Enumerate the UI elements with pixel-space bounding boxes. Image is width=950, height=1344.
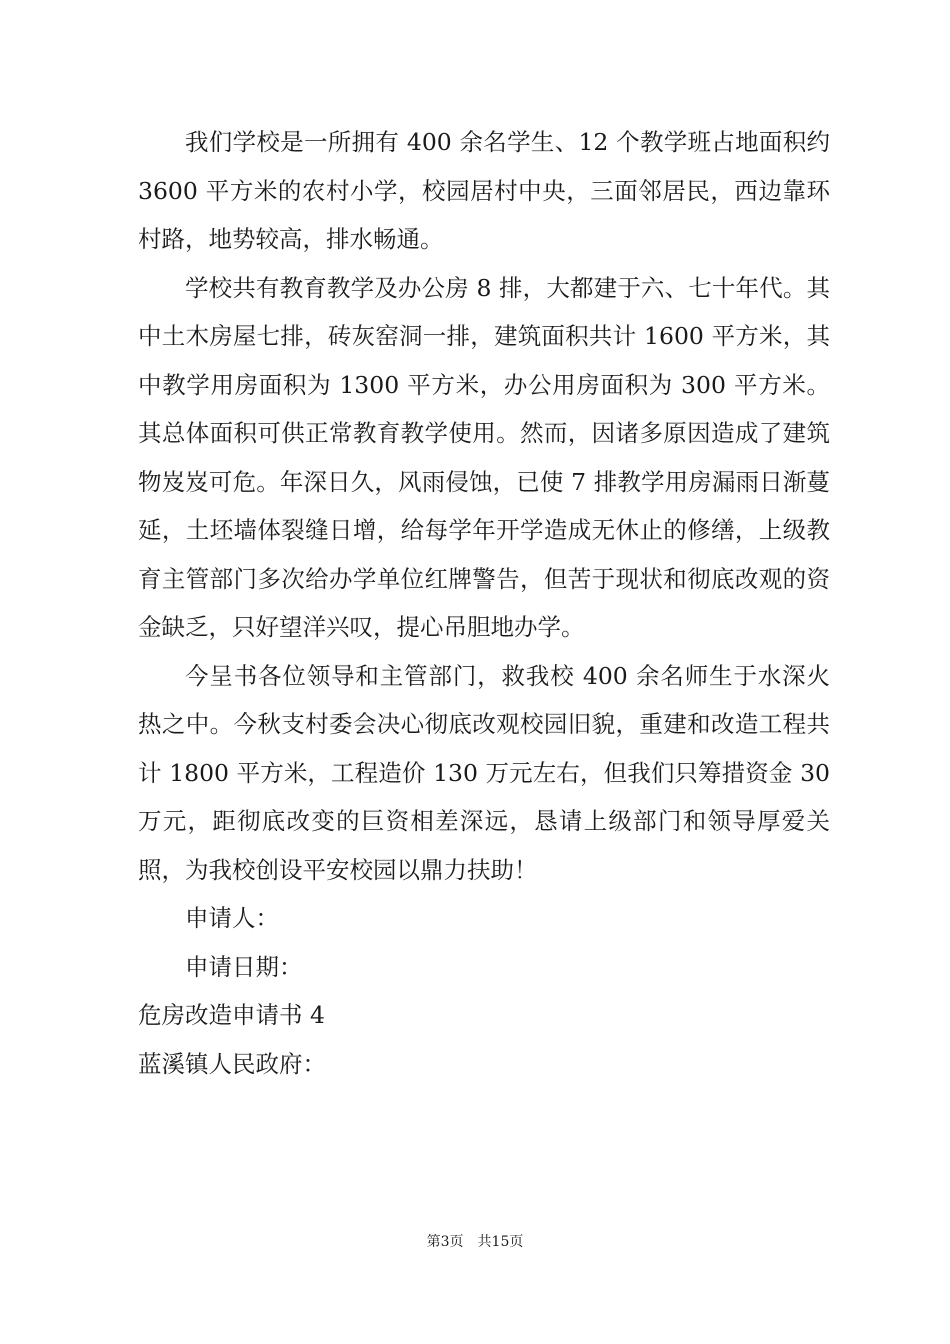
page-footer <box>0 1232 950 1252</box>
application-date-label: 申请日期： <box>185 952 303 981</box>
applicant-label: 申请人： <box>185 904 279 932</box>
section-heading: 危房改造申请书 4 <box>138 1001 325 1029</box>
page-number-current: 第3页 <box>426 1234 464 1250</box>
addressee-line: 蓝溪镇人民政府： <box>138 1049 326 1078</box>
paragraph-school-overview: 我们学校是一所拥有 400 余名学生、12 个教学班占地面积约 3600 平方米的农村小学，校园居村中央，三面邻居民，西边靠环村路，地势较高，排水畅通。 <box>138 128 830 253</box>
paragraph-funding-request: 今呈书各位领导和主管部门，救我校 400 余名师生于水深火热之中。今秋支村委会决心彻底改观校园旧貌，重建和改造工程共计 1800 平方米，工程造价 130 万元左右，但我们只筹措资金 30 万元，距彻底改变的巨资相差深远，恳请上级部门和领导厚爱关照，为我校创设平安校园以鼎力扶助！ <box>138 661 830 884</box>
document-body <box>138 118 830 1088</box>
page-number-total: 共15页 <box>477 1234 524 1250</box>
paragraph-building-condition: 学校共有教育教学及办公房 8 排，大都建于六、七十年代。其中土木房屋七排，砖灰窑洞一排，建筑面积共计 1600 平方米，其中教学用房面积为 1300 平方米，办公用房面积为 300 平方米。其总体面积可供正常教育教学使用。然而，因诸多原因造成了建筑物岌岌可危。年深日久，风雨侵蚀，已使 7 排教学用房漏雨日渐蔓延，土坯墙体裂缝日增，给每学年开学造成无休止的修缮，上级教育主管部门多次给办学单位红牌警告，但苦于现状和彻底改观的资金缺乏，只好望洋兴叹，提心吊胆地办学。 <box>138 273 830 641</box>
